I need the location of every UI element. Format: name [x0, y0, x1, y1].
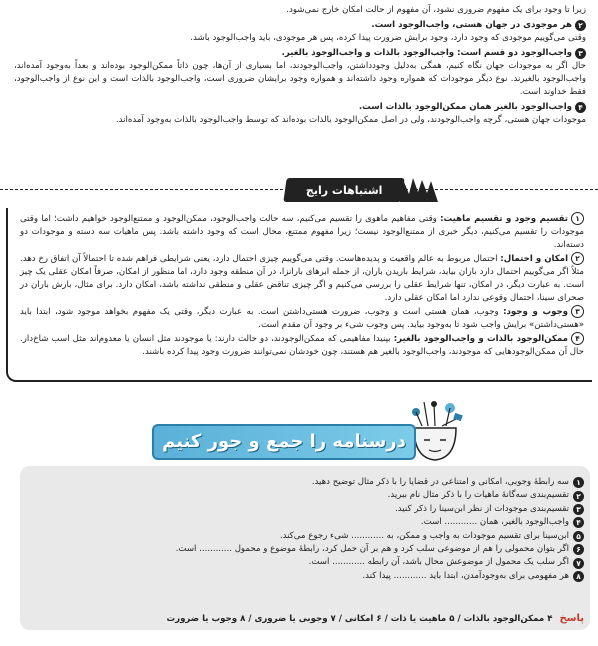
item-lead: امکان و احتمال:: [500, 254, 569, 264]
question-text: واجب‌الوجود بالغیر، همان ............ است.: [420, 517, 569, 528]
question-item: [30, 489, 584, 502]
misconception-item: [20, 252, 584, 305]
intro-line: زیرا تا وجود برای یک مفهوم ضروری نشود، آن مفهوم از حالت امکان خارج نمی‌شود.: [286, 5, 586, 15]
question-list: [30, 476, 584, 583]
question-text: ابن‌سینا برای تقسیم موجودات به واجب و ممکن، به ............ شیء رجوع می‌کند.: [279, 530, 569, 541]
answer-text: ۴ ممکن‌الوجود بالذات / ۵ ماهیت یا ذات / ۶ امکانی / ۷ وجوبی یا ضروری / ۸ وجوب یا ضرورت: [166, 614, 553, 624]
question-item: [30, 543, 584, 556]
review-questions-box: [20, 466, 590, 630]
misconception-item: [20, 305, 584, 332]
heading-text: واجب‌الوجود بالغیر همان ممکن‌الوجود بالذات است.: [358, 102, 572, 112]
answer-label: پاسخ: [559, 613, 584, 624]
item-lead: وجوب و وجود:: [503, 307, 569, 317]
item-3-heading: [14, 46, 586, 60]
question-text: سه رابطهٔ وجوبی، امکانی و امتناعی در قضایا را با ذکر مثال توضیح دهید.: [311, 477, 569, 487]
question-text: اگر سلب یک محمول از موضوعش محال باشد، آن رابطه ............ است.: [308, 557, 569, 568]
question-item: [30, 503, 584, 516]
heading-text: هر موجودی در جهان هستی، واجب‌الوجود است.: [371, 20, 572, 30]
spiky-decoration-icon: [400, 178, 438, 202]
question-text: اگر بتوان محمولی را هم از موضوعی سلب کرد و هم بر آن حمل کرد، رابطهٔ موضوع و محمول ............ است.: [175, 544, 569, 555]
item-text: وقتی مفاهیم ماهوی را تقسیم می‌کنیم، سه حالت واجب‌الوجود، ممکن‌الوجود و ممتنع‌الوجود خواهیم داشت؛ اما وقتی موجودات را تقسیم می‌کنیم، دیگر خبری از ممتنع‌الوجود نیست؛ زیرا مفهوم ممتنع، محال است که وجود داشته باشد. پس ماهیات سه دسته و موجودات دو دسته‌اند.: [20, 214, 584, 250]
misconception-item: [20, 212, 584, 252]
item-number: ۳: [575, 48, 586, 59]
misconception-item: [20, 332, 584, 359]
question-number: ۸: [573, 571, 584, 582]
question-item: [30, 516, 584, 529]
top-section: [14, 4, 586, 127]
item-2-body: وقتی می‌گوییم موجودی که وجود دارد، وجود برایش ضرورت پیدا کرده، پس هر موجودی، باید واجب‌الوجود باشد.: [190, 33, 586, 43]
item-text: بپنیدا مفاهیمی که ممکن‌الوجودند، دو حالت دارند: یا موجودند مثل انسان یا معدوم‌اند مثل اسب شاخ‌دار. حال آن ممکن‌الوجودهایی که موجودند، واجب‌الوجود بالغیر هم هستند، چون خودشان نمی‌توانند ضرورت وجود پیدا کرده باشند.: [20, 334, 584, 357]
item-number: ۱: [571, 212, 584, 225]
review-title: درسنامه را جمع و جور کنیم: [152, 424, 416, 460]
misconceptions-title-box: [283, 178, 404, 202]
question-number: ۳: [573, 504, 584, 515]
question-item: [30, 476, 584, 489]
item-4-body: موجودات جهان هستی، گرچه واجب‌الوجودند، ولی در اصل ممکن‌الوجود بالذات بوده‌اند که توسط واجب‌الوجود بالذات به‌وجود آمده‌اند.: [115, 115, 586, 125]
misconceptions-banner: [0, 172, 598, 208]
question-text: تقسیم‌بندی موجودات از نظر ابن‌سینا را ذکر کنید.: [395, 503, 569, 514]
item-2-heading: [14, 18, 586, 32]
item-text: احتمال مربوط به عالم واقعیت و پدیده‌هاست. وقتی می‌گوییم چیزی احتمال دارد، یعنی شرایطی فراهم شده تا احتمالاً آن اتفاق رخ دهد. مثلاً اگر می‌گوییم احتمال دارد باران بیاید، شرایط باریدن باران، از جمله ابرهای بارانزا، در آن منطقه وجود دارد، اما منظور از امکان، صرفاً امکان عقلی یک چیز است. به عبارت دیگر، در امکان، تنها شرایط عقلی را بررسی می‌کنیم و اگر چیزی تناقض عقلی و منطقی نداشته باشد، امکان دارد. برای مثال، بارش باران در صحرای سینا، احتمال وقوعی ندارد اما امکان عقلی دارد.: [20, 254, 584, 303]
question-number: ۲: [573, 491, 584, 502]
question-number: ۵: [573, 531, 584, 542]
question-text: تقسیم‌بندی سه‌گانهٔ ماهیات را با ذکر مثال نام ببرید.: [387, 490, 569, 501]
misconceptions-box: [6, 208, 592, 382]
heading-text: واجب‌الوجود دو قسم است: واجب‌الوجود بالذات و واجب‌الوجود بالغیر.: [281, 48, 572, 58]
question-item: [30, 530, 584, 543]
item-number: ۴: [575, 102, 586, 113]
question-number: ۶: [573, 544, 584, 555]
item-number: ۳: [571, 305, 584, 318]
item-text: وجوب، همان هستی است و وجوب، ضرورت هستی‌داشتن است. به عبارت دیگر، وقتی یک مفهوم بخواهد موجود شود، ابتدا باید «هستی‌داشتن» برایش واجب شود تا به‌وجود بیاید. پس وجوب شیء بر وجود آن مقدم است.: [20, 307, 584, 330]
question-item: [30, 556, 584, 569]
item-lead: ممکن‌الوجود بالذات و واجب‌الوجود بالغیر:: [393, 334, 568, 344]
item-4-heading: [14, 100, 586, 114]
item-3-body: حال اگر به موجودات جهان نگاه کنیم، همگی به‌دلیل وجودداشتن، واجب‌الوجودند، اما بسیاری از آن‌ها، چون ذاتاً ممکن‌الوجود بوده‌اند و بعداً به‌وجود آمده‌اند، واجب‌الوجود بالغیرند. نوع دیگر موجودات که همواره وجود داشته‌اند و همواره وجود برایشان ضروری است، واجب‌الوجود بالذات است و این نوع از واجب‌الوجود، فقط خداوند است.: [14, 61, 586, 97]
question-number: ۱: [573, 477, 584, 488]
item-number: ۲: [575, 20, 586, 31]
question-text: هر مفهومی برای به‌وجودآمدن، ابتدا باید ............ پیدا کند.: [362, 570, 569, 581]
item-number: ۲: [571, 252, 584, 265]
question-number: ۴: [573, 517, 584, 528]
answer-line: [26, 612, 584, 626]
question-item: [30, 570, 584, 583]
question-number: ۷: [573, 558, 584, 569]
misconceptions-title: اشتباهات رایج: [305, 183, 383, 197]
item-lead: تقسیم وجود و تقسیم ماهیت:: [440, 214, 568, 224]
item-number: ۴: [571, 332, 584, 345]
